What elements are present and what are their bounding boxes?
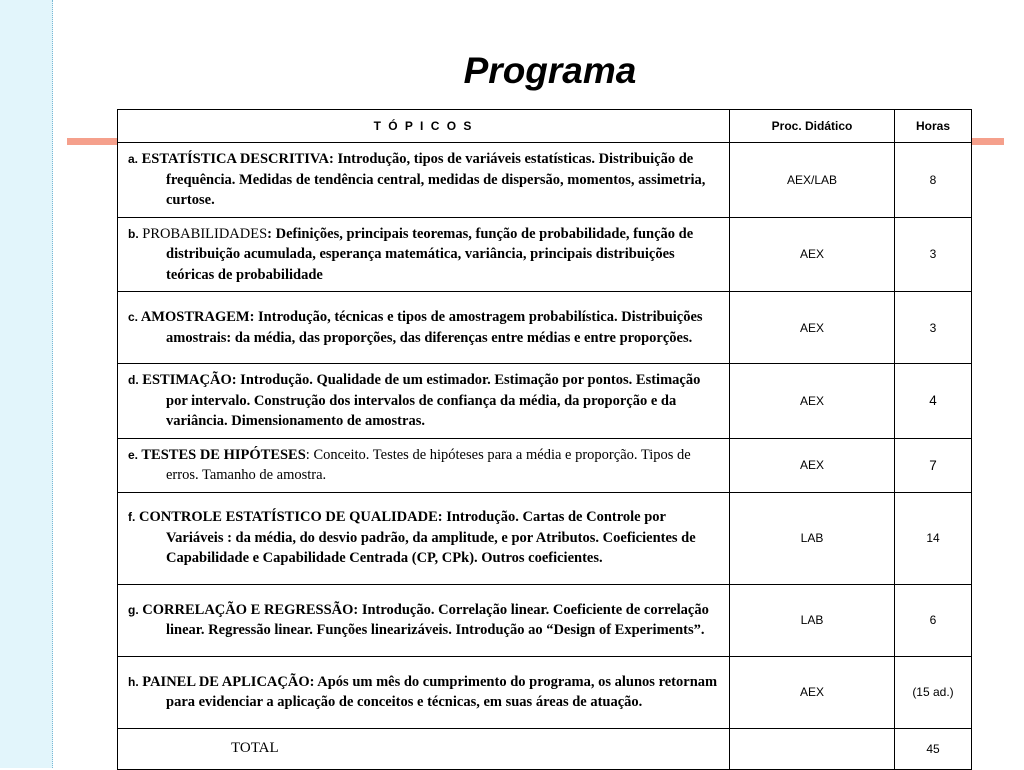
- header-hours: Horas: [895, 110, 972, 143]
- topic-cell: [118, 292, 730, 364]
- topic-marker: g.: [128, 602, 139, 617]
- table-row: [118, 217, 972, 292]
- topic-cell: [118, 217, 730, 292]
- hours-cell: 3: [895, 217, 972, 292]
- proc-cell: AEX: [730, 438, 895, 492]
- side-decoration-strip: [0, 0, 53, 768]
- header-proc: Proc. Didático: [730, 110, 895, 143]
- topic-cell: [118, 584, 730, 656]
- total-proc-cell: [730, 728, 895, 769]
- topic-text-bold: TESTES DE HIPÓTESES: [138, 446, 306, 463]
- hours-cell: 8: [895, 143, 972, 218]
- topic-text-normal: : Conceito. Testes de hipóteses para a média e proporção. Tipos de erros. Tamanho de amostra.: [166, 446, 691, 483]
- proc-cell: AEX: [730, 292, 895, 364]
- topic-cell: [118, 364, 730, 439]
- topic-text-bold: AMOSTRAGEM: Introdução, técnicas e tipos de amostragem probabilística. Distribuições amostrais: da média, das proporções, das diferenças entre médias e entre proporções.: [138, 309, 703, 346]
- table-row: [118, 656, 972, 728]
- table-row: [118, 438, 972, 492]
- topic-text-bold: : Definições, principais teoremas, função de probabilidade, função de distribuição acumulada, esperança matemática, variância, principais distribuições teóricas de probabilidade: [166, 225, 694, 283]
- total-label: TOTAL: [118, 728, 730, 769]
- proc-cell: AEX/LAB: [730, 143, 895, 218]
- proc-cell: LAB: [730, 584, 895, 656]
- topic-text-bold: ESTIMAÇÃO: Introdução. Qualidade de um estimador. Estimação por pontos. Estimação por intervalo. Construção dos intervalos de confiança da média, da proporção e da variância. Dimensionamento de amostras.: [138, 372, 701, 429]
- topic-marker: d.: [128, 373, 139, 387]
- topic-marker: e.: [128, 447, 139, 462]
- total-row: [118, 728, 972, 769]
- table-row: [118, 492, 972, 584]
- topic-cell: [118, 656, 730, 728]
- table-row: [118, 364, 972, 439]
- hours-cell: 14: [895, 492, 972, 584]
- proc-cell: LAB: [730, 492, 895, 584]
- topic-text-bold: CORRELAÇÃO E REGRESSÃO: Introdução. Correlação linear. Coeficiente de correlação linear. Regressão linear. Funções linearizáveis. Introdução ao “Design of Experiments”.: [138, 601, 709, 638]
- hours-cell: 6: [895, 584, 972, 656]
- hours-cell: 4: [895, 364, 972, 439]
- topic-marker: c.: [128, 310, 139, 324]
- topic-cell: [118, 438, 730, 492]
- proc-cell: AEX: [730, 364, 895, 439]
- topic-text-bold: CONTROLE ESTATÍSTICO DE QUALIDADE: Introdução. Cartas de Controle por Variáveis : da média, do desvio padrão, da amplitude, e por Atributos. Coeficientes de Capabilidade e Capabilidade Centrada (CP, CPk). Outros coeficientes.: [135, 509, 696, 567]
- table-row: [118, 143, 972, 218]
- proc-cell: AEX: [730, 656, 895, 728]
- hours-cell: 3: [895, 292, 972, 364]
- header-topics: T Ó P I C O S: [118, 110, 730, 143]
- table-header-row: [118, 110, 972, 143]
- topic-marker: h.: [128, 674, 139, 689]
- table-row: [118, 584, 972, 656]
- total-hours-cell: 45: [895, 728, 972, 769]
- topic-text-bold: PAINEL DE APLICAÇÃO: Após um mês do cumprimento do programa, os alunos retornam para evidenciar a aplicação de conceitos e técnicas, em suas áreas de atuação.: [138, 673, 718, 710]
- topic-marker: f.: [128, 510, 136, 525]
- topic-marker: b.: [128, 226, 139, 241]
- page-title: Programa: [463, 50, 637, 91]
- hours-cell: (15 ad.): [895, 656, 972, 728]
- hours-cell: 7: [895, 438, 972, 492]
- proc-cell: AEX: [730, 217, 895, 292]
- topic-text-bold: ESTATÍSTICA DESCRITIVA: Introdução, tipos de variáveis estatísticas. Distribuição de frequência. Medidas de tendência central, medidas de dispersão, momentos, assimetria, curtose.: [138, 151, 706, 208]
- topic-cell: [118, 492, 730, 584]
- topic-text-normal: PROBABILIDADES: [138, 225, 268, 242]
- table-row: [118, 292, 972, 364]
- topic-marker: a.: [128, 152, 139, 166]
- topic-cell: [118, 143, 730, 218]
- program-table: [117, 109, 972, 770]
